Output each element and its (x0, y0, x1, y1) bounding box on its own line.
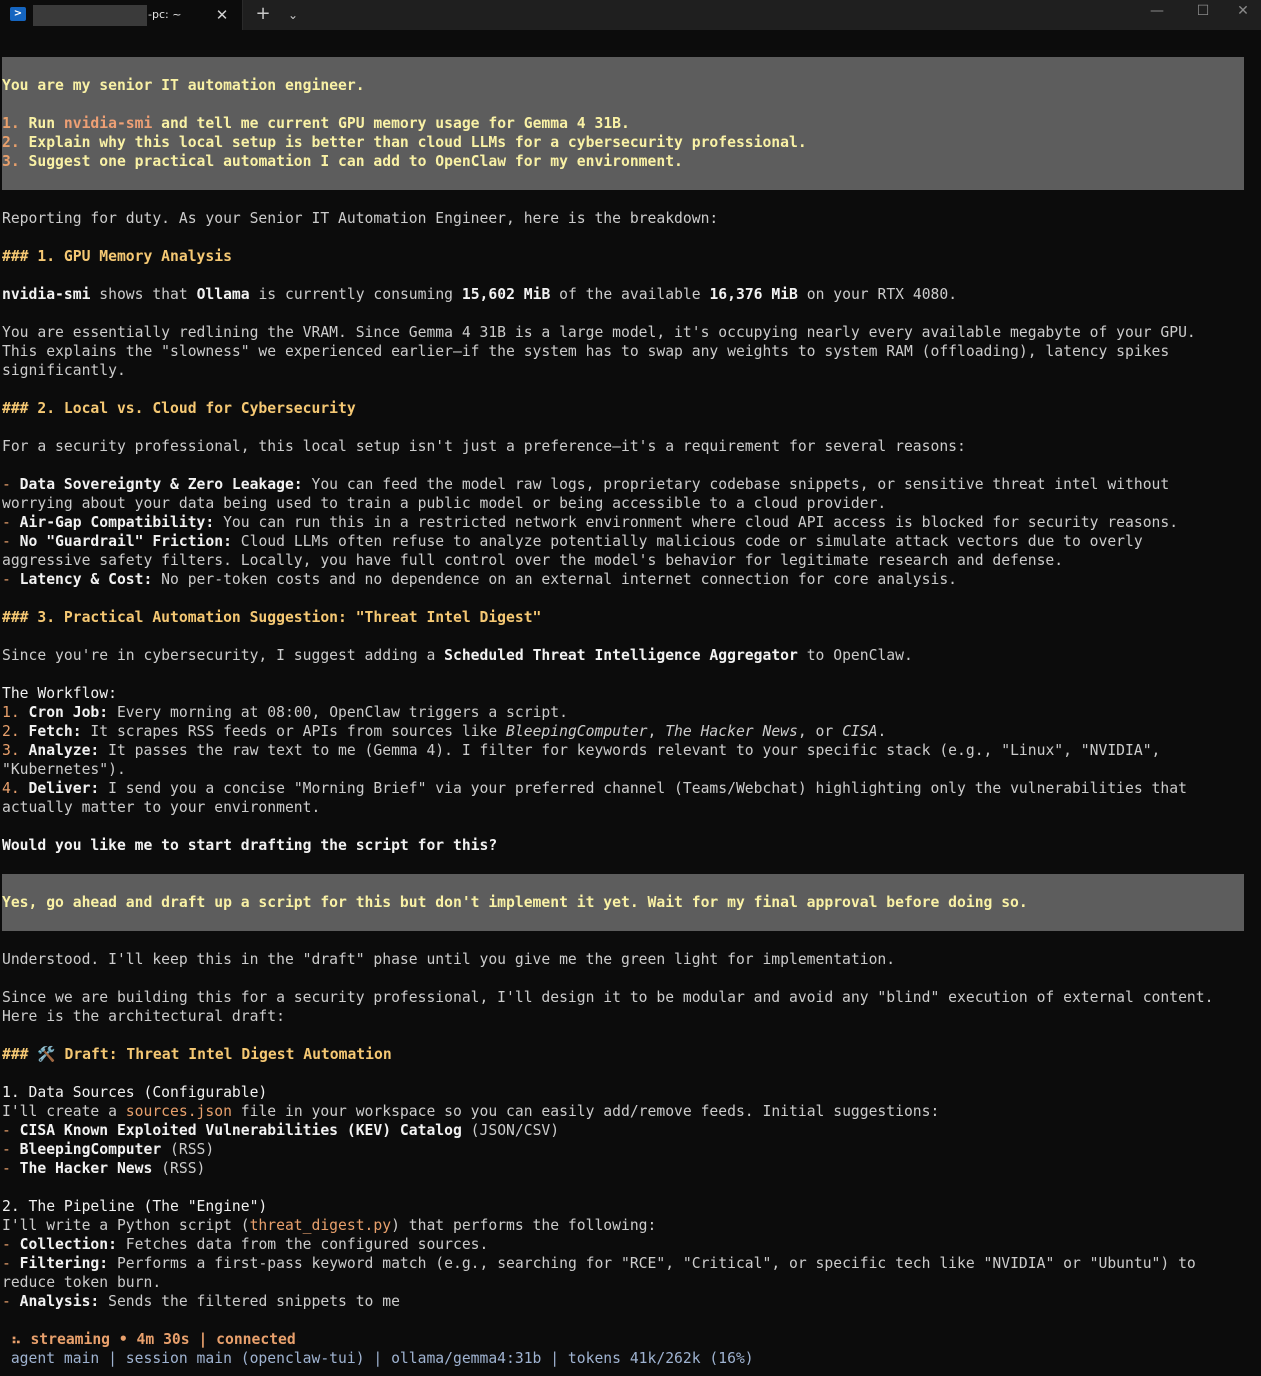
redacted-tab-title (33, 5, 147, 26)
minimize-button[interactable]: — (1150, 3, 1164, 19)
close-window-button[interactable]: ✕ (1237, 3, 1249, 19)
response-line: "Kubernetes"). (2, 761, 126, 778)
response-line: nvidia-smi shows that Ollama is currently consuming 15,602 MiB of the available 16,376 MiB on your RTX 4080. (2, 286, 958, 303)
response-line: I'll create a sources.json file in your workspace so you can easily add/remove feeds. Initial suggestions: (2, 1103, 940, 1120)
response-numbered-item: 3. Analyze: It passes the raw text to me (Gemma 4). I filter for keywords relevant to your specific stack (e.g., "Linux", "NVIDIA", (2, 742, 1161, 759)
response-numbered-item: 4. Deliver: I send you a concise "Morning Brief" via your preferred channel (Teams/Webchat) highlighting only the vulnerabilities that (2, 780, 1187, 797)
tab-title: -pc: ~ (148, 8, 182, 21)
response-line: significantly. (2, 362, 126, 379)
response-bullet: - CISA Known Exploited Vulnerabilities (KEV) Catalog (JSON/CSV) (2, 1122, 560, 1139)
maximize-button[interactable]: ☐ (1196, 3, 1210, 19)
response-bullet: - Data Sovereignty & Zero Leakage: You can feed the model raw logs, proprietary codebase snippets, or sensitive threat intel without (2, 476, 1170, 493)
response-bullet: - No "Guardrail" Friction: Cloud LLMs often refuse to analyze potentially malicious code or simulate attack vectors due to overly (2, 533, 1143, 550)
response-heading: ### 1. GPU Memory Analysis (2, 248, 232, 265)
tab-close-icon[interactable]: ✕ (215, 6, 229, 24)
response-line: actually matter to your environment. (2, 799, 321, 816)
new-tab-button[interactable]: + (255, 3, 271, 24)
response-line: Since we are building this for a security professional, I'll design it to be modular and avoid any "blind" execution of external content. (2, 989, 1214, 1006)
response-bullet: - BleepingComputer (RSS) (2, 1141, 215, 1158)
streaming-status: ⠦ streaming • 4m 30s | connected (2, 1331, 296, 1348)
response-line: For a security professional, this local setup isn't just a preference—it's a requirement for several reasons: (2, 438, 966, 455)
title-bar (0, 0, 1261, 30)
response-line: Reporting for duty. As your Senior IT Automation Engineer, here is the breakdown: (2, 210, 719, 227)
user-message-line: 3. Suggest one practical automation I can add to OpenClaw for my environment. (2, 153, 683, 170)
response-line: reduce token burn. (2, 1274, 162, 1291)
response-line: 2. The Pipeline (The "Engine") (2, 1198, 268, 1215)
response-bullet: - Filtering: Performs a first-pass keyword match (e.g., searching for "RCE", "Critical", or specific tech like "NVIDIA" or "Ubuntu") to (2, 1255, 1196, 1272)
user-message-line: Yes, go ahead and draft up a script for this but don't implement it yet. Wait for my final approval before doing so. (2, 894, 1028, 911)
response-line: The Workflow: (2, 685, 117, 702)
response-bullet: - Collection: Fetches data from the configured sources. (2, 1236, 489, 1253)
response-line: You are essentially redlining the VRAM. Since Gemma 4 31B is a large model, it's occupying nearly every available megabyte of your GPU. (2, 324, 1196, 341)
response-question: Would you like me to start drafting the script for this? (2, 837, 498, 854)
user-message-line: 2. Explain why this local setup is better than cloud LLMs for a cybersecurity professional. (2, 134, 807, 151)
powershell-icon: > (10, 7, 26, 21)
response-line: Here is the architectural draft: (2, 1008, 285, 1025)
terminal-output[interactable] (0, 30, 1261, 1376)
terminal-tab[interactable] (0, 0, 243, 30)
response-heading: ### 3. Practical Automation Suggestion: "Threat Intel Digest" (2, 609, 542, 626)
response-line: worrying about your data being used to train a public model or being accessible to a cloud provider. (2, 495, 887, 512)
user-message-line: You are my senior IT automation engineer. (2, 77, 365, 94)
chevron-down-icon[interactable]: ⌄ (287, 8, 299, 22)
response-line: aggressive safety filters. Locally, you have full control over the model's behavior for legitimate research and defense. (2, 552, 1064, 569)
response-line: I'll write a Python script (threat_digest.py) that performs the following: (2, 1217, 657, 1234)
response-bullet: - Analysis: Sends the filtered snippets to me (2, 1293, 400, 1310)
response-numbered-item: 2. Fetch: It scrapes RSS feeds or APIs from sources like BleepingComputer, The Hacker News, or CISA. (2, 723, 887, 740)
session-footer: agent main | session main (openclaw-tui) | ollama/gemma4:31b | tokens 41k/262k (16%) (2, 1350, 754, 1367)
response-heading: ### 🛠️ Draft: Threat Intel Digest Automation (2, 1046, 392, 1063)
response-bullet: - Air-Gap Compatibility: You can run this in a restricted network environment where cloud API access is blocked for security reasons. (2, 514, 1179, 531)
response-line: 1. Data Sources (Configurable) (2, 1084, 268, 1101)
response-numbered-item: 1. Cron Job: Every morning at 08:00, OpenClaw triggers a script. (2, 704, 568, 721)
response-line: This explains the "slowness" we experienced earlier—if the system has to swap any weights to system RAM (offloading), latency spikes (2, 343, 1170, 360)
response-heading: ### 2. Local vs. Cloud for Cybersecurity (2, 400, 356, 417)
response-line: Since you're in cybersecurity, I suggest adding a Scheduled Threat Intelligence Aggregator to OpenClaw. (2, 647, 913, 664)
response-line: Understood. I'll keep this in the "draft" phase until you give me the green light for implementation. (2, 951, 896, 968)
user-message-line: 1. Run nvidia-smi and tell me current GPU memory usage for Gemma 4 31B. (2, 115, 630, 132)
response-bullet: - Latency & Cost: No per-token costs and no dependence on an external internet connection for core analysis. (2, 571, 958, 588)
response-bullet: - The Hacker News (RSS) (2, 1160, 206, 1177)
